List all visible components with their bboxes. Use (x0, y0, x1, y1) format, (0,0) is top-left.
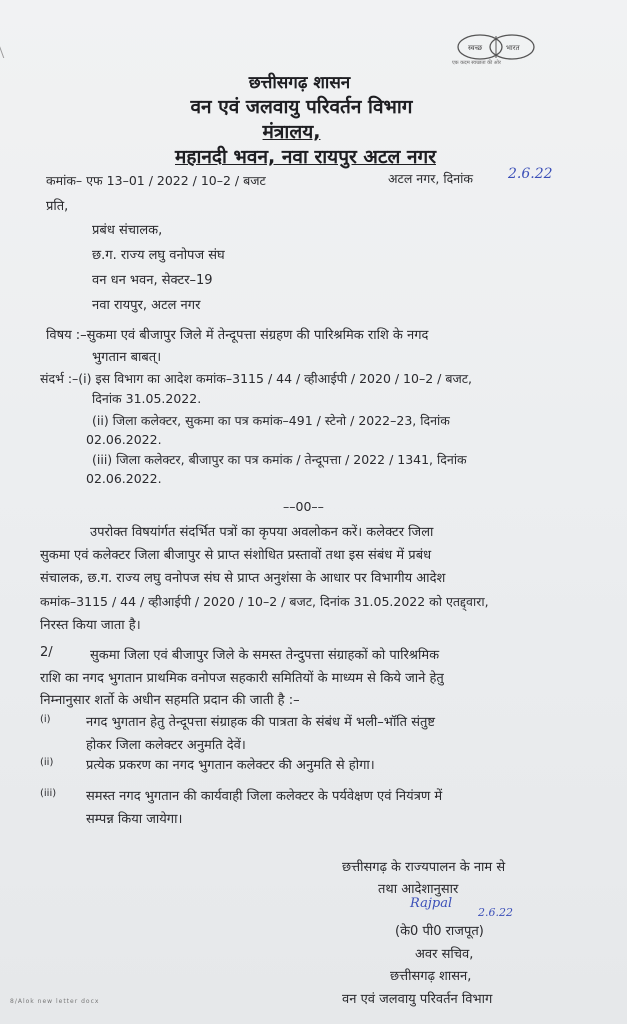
reference-number: कमांक– एफ 13–01 / 2022 / 10–2 / बजट (46, 173, 266, 188)
reference-3-line-2: 02.06.2022. (86, 471, 162, 486)
para1-line-3: संचालक, छ.ग. राज्य लघु वनोपज संघ से प्राप्त अनुशंसा के आधार पर विभागीय आदेश (40, 571, 446, 586)
condition-1-number: (i) (40, 714, 51, 725)
condition-3-line-2: सम्पन्न किया जायेगा। (86, 812, 183, 827)
signature-date: 2.6.22 (478, 906, 513, 919)
addressee-line-4: नवा रायपुर, अटल नगर (92, 298, 201, 313)
addressee-line-3: वन धन भवन, सेक्टर–19 (92, 273, 213, 288)
signatory-name: (के0 पी0 राजपूत) (395, 924, 484, 939)
addressee-line-1: प्रबंध संचालक, (92, 223, 163, 238)
signatory-org-1: छत्तीसगढ़ शासन, (390, 969, 472, 984)
condition-1-line-2: होकर जिला कलेक्टर अनुमति देवें। (86, 738, 246, 753)
para2-line-3: निम्नानुसार शर्तो के अधीन सहमति प्रदान की जाती है :– (40, 693, 300, 708)
condition-3-line-1: समस्त नगद भुगतान की कार्यवाही जिला कलेक्टर के पर्यवेक्षण एवं नियंत्रण में (86, 789, 443, 804)
para1-line-5: निरस्त किया जाता है। (40, 618, 141, 633)
para2-number: 2/ (40, 645, 53, 660)
header-line-address: महानदी भवन, नवा रायपुर अटल नगर (175, 146, 436, 168)
header-line-department: वन एवं जलवायु परिवर्तन विभाग (190, 96, 413, 118)
para1-line-4: कमांक–3115 / 44 / व्हीआईपी / 2020 / 10–2 / बजट, दिनांक 31.05.2022 को एतद्द्वारा, (40, 594, 489, 609)
signatory-designation: अवर सचिव, (415, 947, 474, 962)
handwritten-signature: Rajpal (410, 896, 453, 911)
reference-2-line-1: (ii) जिला कलेक्टर, सुकमा का पत्र कमांक–491 / स्टेनो / 2022–23, दिनांक (92, 413, 450, 428)
condition-2-number: (ii) (40, 757, 54, 768)
place-date-label: अटल नगर, दिनांक (388, 171, 473, 186)
handwritten-date: 2.6.22 (508, 166, 553, 182)
reference-2-line-2: 02.06.2022. (86, 432, 162, 447)
condition-1-line-1: नगद भुगतान हेतु तेन्दूपत्ता संग्राहक की पात्रता के संबंध में भली–भॉति संतुष्ट (86, 715, 436, 730)
subject-line-2: भुगतान बाबत्। (92, 350, 162, 365)
para2-line-2: राशि का नगद भुगतान प्राथमिक वनोपज सहकारी समितियों के माध्यम से किये जाने हेतु (40, 671, 444, 686)
logo-word-right: भारत (506, 44, 520, 52)
reference-1-line-1: संदर्भ :–(i) इस विभाग का आदेश कमांक–3115 / 44 / व्हीआईपी / 2020 / 10–2 / बजट, (40, 371, 473, 386)
signatory-org-2: वन एवं जलवायु परिवर्तन विभाग (342, 992, 493, 1007)
para1-line-2: सुकमा एवं कलेक्टर जिला बीजापुर से प्राप्त संशोधित प्रस्तावों तथा इस संबंध में प्रबंध (40, 548, 432, 563)
signature-line-1: छत्तीसगढ़ के राज्यपालन के नाम से (342, 860, 506, 875)
reference-3-line-1: (iii) जिला कलेक्टर, बीजापुर का पत्र कमांक / तेन्दूपत्ता / 2022 / 1341, दिनांक (92, 452, 467, 467)
signature-line-2: तथा आदेशानुसार (378, 882, 459, 897)
subject-line-1: विषय :–सुकमा एवं बीजापुर जिले में तेन्दूपत्ता संग्रहण की पारिश्रमिक राशि के नगद (46, 328, 429, 343)
logo-word-left: स्वच्छ (468, 44, 483, 52)
separator: ––00–– (283, 499, 324, 514)
logo-tagline: एक कदम स्वच्छता की ओर (452, 60, 501, 66)
header-line-ministry: मंत्रालय, (262, 121, 321, 143)
footer-file-note: 8/Alok new letter docx (10, 998, 100, 1005)
condition-2-line-1: प्रत्येक प्रकरण का नगद भुगतान कलेक्टर की अनुमति से होगा। (86, 758, 375, 773)
condition-3-number: (iii) (40, 788, 57, 799)
page-fold-mark (0, 40, 18, 58)
to-label: प्रति, (46, 199, 69, 214)
reference-1-line-2: दिनांक 31.05.2022. (92, 391, 202, 406)
header-line-govt: छत्तीसगढ़ शासन (248, 73, 351, 93)
para2-line-1: सुकमा जिला एवं बीजापुर जिले के समस्त तेन्दुपत्ता संग्राहकों को पारिश्रमिक (90, 648, 440, 663)
para1-line-1: उपरोक्त विषयांर्गत संदर्भित पत्रों का कृपया अवलोकन करें। कलेक्टर जिला (90, 525, 434, 540)
addressee-line-2: छ.ग. राज्य लघु वनोपज संघ (92, 248, 225, 263)
